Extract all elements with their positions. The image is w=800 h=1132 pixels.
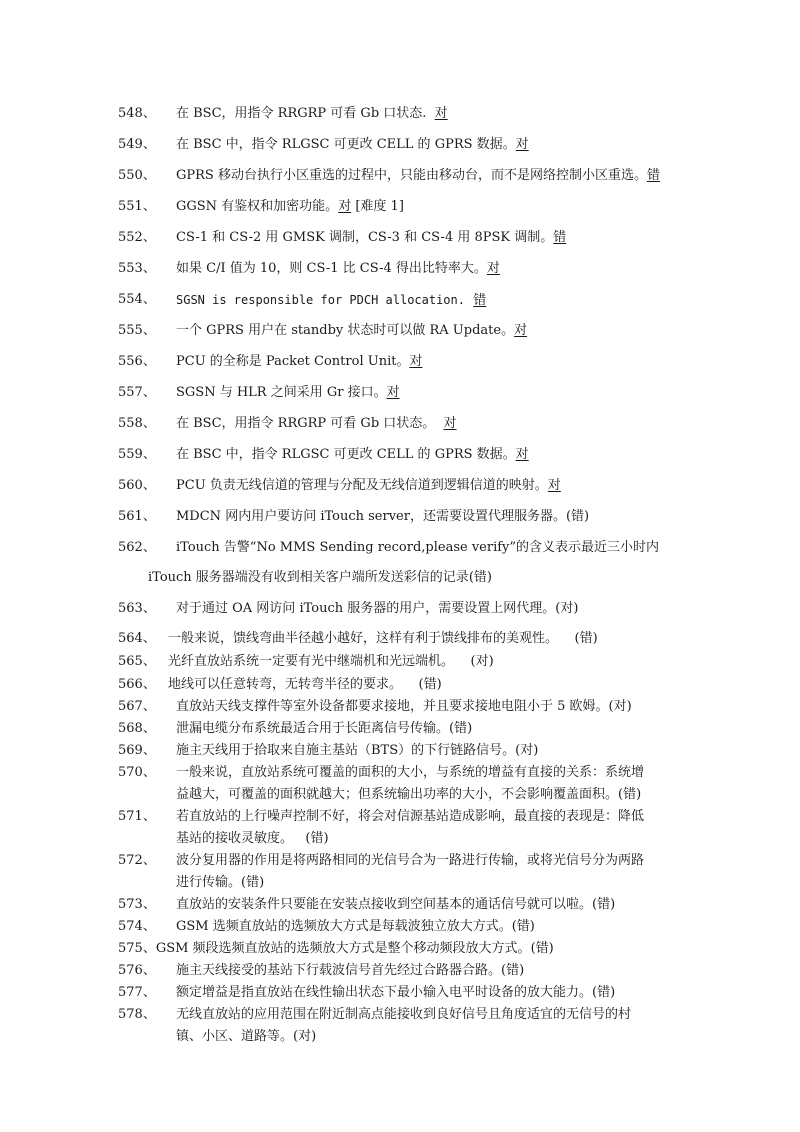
- item-text: 在 BSC，用指令 RRGRP 可看 Gb 口状态.: [176, 106, 427, 121]
- item-text-line2: 镇、小区、道路等。: [176, 1029, 294, 1044]
- item-answer: (错): [574, 631, 598, 646]
- item-text: 光纤直放站系统一定要有光中继端机和光远端机。: [168, 654, 455, 669]
- item-number: 549、: [118, 137, 156, 152]
- item-answer: 对: [514, 323, 528, 338]
- item-answer: 对: [515, 137, 529, 152]
- item-number: 567、: [118, 699, 156, 714]
- item-answer: 对: [547, 478, 561, 493]
- item-text: SGSN is responsible for PDCH allocation.: [176, 293, 465, 307]
- item-number: 550、: [118, 168, 156, 183]
- item-number: 555、: [118, 323, 156, 338]
- item-number: 571、: [118, 809, 156, 824]
- item-text: GPRS 移动台执行小区重选的过程中，只能由移动台，而不是网络控制小区重选。: [176, 168, 647, 183]
- item-number: 552、: [118, 230, 156, 245]
- item-number: 570、: [118, 765, 156, 780]
- item-number: 563、: [118, 601, 156, 616]
- item-answer: (错): [511, 919, 535, 934]
- item-text: 额定增益是指直放站在线性输出状态下最小输入电平时设备的放大能力。: [176, 985, 593, 1000]
- item-answer: (错): [418, 677, 442, 692]
- item-text: GSM 选频直放站的选频放大方式是每载波独立放大方式。: [176, 919, 512, 934]
- item-number: 559、: [118, 447, 156, 462]
- item-number: 565、: [118, 654, 156, 669]
- item-answer: 错: [473, 293, 487, 308]
- item-text: 一般来说，直放站系统可覆盖的面积的大小，与系统的增益有直接的关系：系统增: [176, 765, 645, 780]
- item-answer: 对: [515, 447, 529, 462]
- item-answer: (错): [241, 875, 265, 890]
- item-text-line2: iTouch 服务器端没有收到相关客户端所发送彩信的记录: [148, 570, 469, 585]
- item-answer: 对: [386, 385, 400, 400]
- item-text: 在 BSC 中，指令 RLGSC 可更改 CELL 的 GPRS 数据。: [176, 137, 516, 152]
- item-answer: (错): [305, 831, 329, 846]
- item-text: GGSN 有鉴权和加密功能。: [176, 199, 339, 214]
- item-answer: 错: [646, 168, 660, 183]
- item-answer: (对): [470, 654, 494, 669]
- item-answer: (错): [565, 509, 590, 524]
- item-text: 在 BSC，用指令 RRGRP 可看 Gb 口状态。: [176, 416, 436, 431]
- item-number: 577、: [118, 985, 156, 1000]
- item-number: 551、: [118, 199, 156, 214]
- item-answer: 对: [409, 354, 423, 369]
- item-text: 地线可以任意转弯，无转弯半径的要求。: [168, 677, 403, 692]
- item-answer: 错: [553, 230, 567, 245]
- item-text: 泄漏电缆分布系统最适合用于长距离信号传输。: [176, 721, 450, 736]
- item-answer: (错): [592, 985, 616, 1000]
- item-text: 无线直放站的应用范围在附近制高点能接收到良好信号且角度适宜的无信号的村: [176, 1007, 632, 1022]
- item-text: 如果 C/I 值为 10，则 CS-1 比 CS-4 得出比特率大。: [176, 261, 487, 276]
- item-number: 564、: [118, 631, 156, 646]
- item-text: 一般来说，馈线弯曲半径越小越好，这样有利于馈线排布的美观性。: [168, 631, 559, 646]
- item-answer: (对): [293, 1029, 317, 1044]
- item-text: 波分复用器的作用是将两路相同的光信号合为一路进行传输，或将光信号分为两路: [176, 853, 645, 868]
- item-text: 对于通过 OA 网访问 iTouch 服务器的用户，需要设置上网代理。: [176, 601, 556, 616]
- item-answer: (对): [608, 699, 632, 714]
- item-text: 若直放站的上行噪声控制不好，将会对信源基站造成影响，最直接的表现是：降低: [176, 809, 645, 824]
- item-number: 558、: [118, 416, 156, 431]
- item-answer: 对: [486, 261, 500, 276]
- item-number: 568、: [118, 721, 156, 736]
- item-text-line2: 益越大，可覆盖的面积就越大；但系统输出功率的大小，不会影响覆盖面积。: [176, 787, 619, 802]
- item-text: CS-1 和 CS-2 用 GMSK 调制，CS-3 和 CS-4 用 8PSK 调制。: [176, 230, 554, 245]
- item-number: 554、: [118, 292, 156, 307]
- item-answer: (对): [515, 743, 539, 758]
- item-number: 569、: [118, 743, 156, 758]
- item-text: PCU 负责无线信道的管理与分配及无线信道到逻辑信道的映射。: [176, 478, 548, 493]
- item-text: 一个 GPRS 用户在 standby 状态时可以做 RA Update。: [176, 323, 515, 338]
- item-answer: (错): [468, 570, 492, 585]
- item-text: 施主天线接受的基站下行载波信号首先经过合路器合路。: [176, 963, 502, 978]
- item-answer: (错): [501, 963, 525, 978]
- item-number: 556、: [118, 354, 156, 369]
- item-answer: 对: [434, 106, 448, 121]
- item-number: 548、: [118, 106, 156, 121]
- item-text: 在 BSC 中，指令 RLGSC 可更改 CELL 的 GPRS 数据。: [176, 447, 516, 462]
- item-text: 直放站天线支撑件等室外设备都要求接地，并且要求接地电阻小于 5 欧姆。: [176, 699, 609, 714]
- item-number: 560、: [118, 478, 156, 493]
- item-number: 578、: [118, 1007, 156, 1022]
- item-number: 572、: [118, 853, 156, 868]
- item-text-line2: 进行传输。: [176, 875, 242, 890]
- item-text: PCU 的全称是 Packet Control Unit。: [176, 354, 410, 369]
- item-answer: (错): [592, 897, 616, 912]
- item-answer: (错): [618, 787, 642, 802]
- item-number: 561、: [118, 509, 156, 524]
- item-text: GSM 频段选频直放站的选频放大方式是整个移动频段放大方式。: [155, 941, 531, 956]
- item-number: 574、: [118, 919, 156, 934]
- item-number: 573、: [118, 897, 156, 912]
- item-answer: 对: [338, 199, 352, 214]
- item-text: SGSN 与 HLR 之间采用 Gr 接口。: [176, 385, 387, 400]
- item-answer: (错): [530, 941, 554, 956]
- item-number: 553、: [118, 261, 156, 276]
- item-text: iTouch 告警“No MMS Sending record,please verify”的含义表示最近三小时内: [176, 540, 660, 555]
- item-number: 562、: [118, 540, 156, 555]
- item-text-line2: 基站的接收灵敏度。: [176, 831, 294, 846]
- item-number: 566、: [118, 677, 156, 692]
- item-number: 557、: [118, 385, 156, 400]
- item-answer: 对: [443, 416, 457, 431]
- item-text: MDCN 网内用户要访问 iTouch server，还需要设置代理服务器。: [176, 509, 566, 524]
- item-number: 575、: [118, 941, 156, 956]
- difficulty-note: [难度 1]: [355, 199, 404, 214]
- item-text: 施主天线用于拾取来自施主基站（BTS）的下行链路信号。: [176, 743, 516, 758]
- item-number: 576、: [118, 963, 156, 978]
- item-text: 直放站的安装条件只要能在安装点接收到空间基本的通话信号就可以啦。: [176, 897, 593, 912]
- item-answer: (错): [449, 721, 473, 736]
- item-answer: (对): [555, 601, 579, 616]
